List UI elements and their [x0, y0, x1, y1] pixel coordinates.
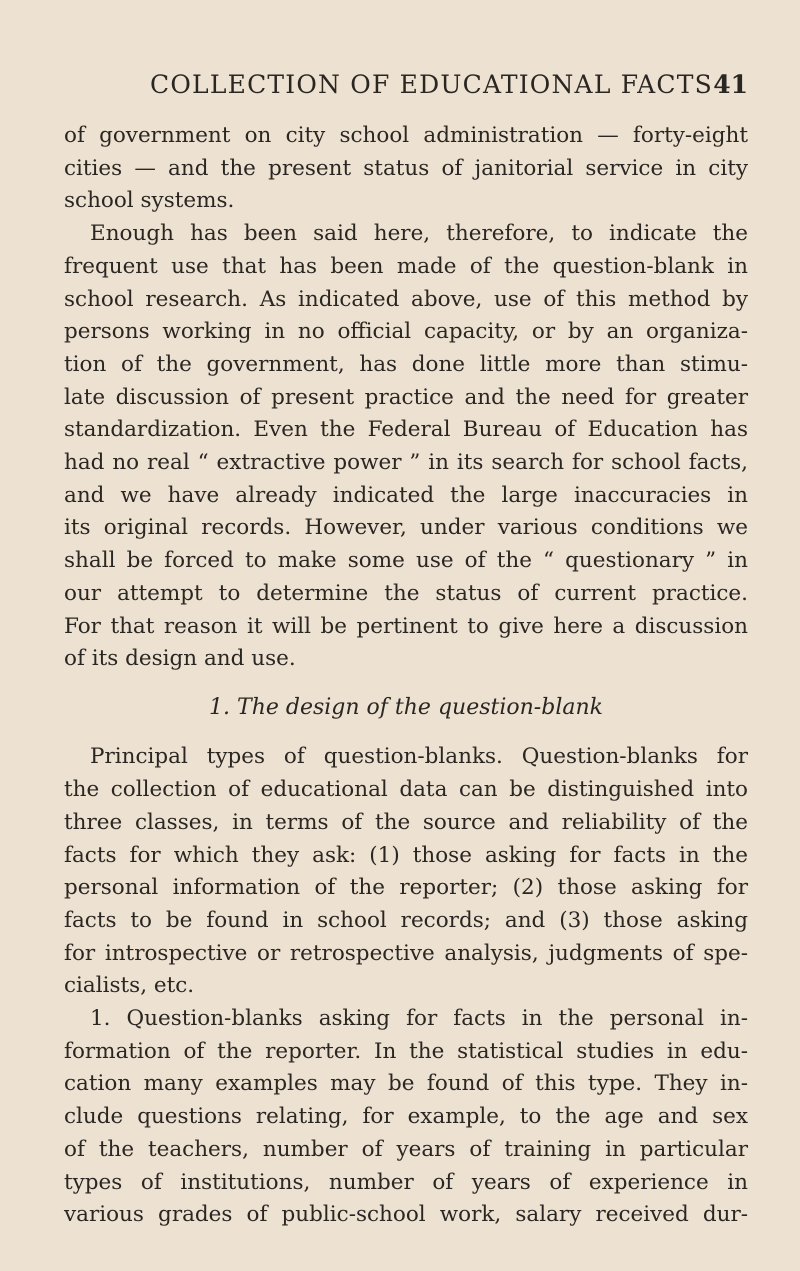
text-line: school research. As indicated above, use of this method by: [64, 286, 748, 312]
text-line: clude questions relating, for example, to the age and sex: [64, 1104, 748, 1130]
running-title: COLLECTION OF EDUCATIONAL FACTS: [150, 70, 713, 99]
text-line: its original records. However, under various conditions we: [64, 515, 748, 541]
text-line: facts for which they ask: (1) those asking for facts in the: [64, 842, 748, 868]
text-line: personal information of the reporter; (2) those asking for: [64, 875, 748, 901]
text-line: school systems.: [64, 188, 235, 214]
text-line: cation many examples may be found of this type. They in-: [64, 1071, 748, 1097]
text-line: Enough has been said here, therefore, to indicate the: [90, 221, 748, 247]
text-line: types of institutions, number of years of experience in: [64, 1169, 748, 1195]
text-line: Principal types of question-blanks. Question-blanks for: [90, 744, 748, 770]
text-line: cialists, etc.: [64, 973, 195, 999]
page-number: 41: [713, 70, 748, 99]
text-line: our attempt to determine the status of current practice.: [64, 580, 748, 606]
text-line: the collection of educational data can be distinguished into: [64, 777, 748, 803]
text-line: three classes, in terms of the source and reliability of the: [64, 809, 748, 835]
text-line: standardization. Even the Federal Bureau of Education has: [64, 417, 748, 443]
text-line: for introspective or retrospective analysis, judgments of spe-: [64, 940, 748, 966]
text-line: of government on city school administration — forty-eight: [64, 123, 748, 148]
text-line: and we have already indicated the large inaccuracies in: [64, 482, 748, 508]
text-line: For that reason it will be pertinent to give here a discussion: [64, 613, 748, 639]
text-line: of its design and use.: [64, 646, 296, 672]
text-line: cities — and the present status of janitorial service in city: [64, 155, 748, 181]
text-line: frequent use that has been made of the question-blank in: [64, 253, 748, 279]
section-heading: 1. The design of the question-blank: [209, 695, 603, 721]
text-line: 1. Question-blanks asking for facts in the personal in-: [90, 1006, 748, 1032]
running-head: [64, 70, 748, 110]
text-line: tion of the government, has done little more than stimu-: [64, 351, 748, 377]
text-line: shall be forced to make some use of the “ questionary ” in: [64, 548, 748, 574]
text-line: facts to be found in school records; and (3) those asking: [64, 907, 748, 933]
text-line: various grades of public-school work, salary received dur-: [64, 1202, 748, 1228]
text-line: had no real “ extractive power ” in its search for school facts,: [64, 450, 748, 476]
text-line: of the teachers, number of years of training in particular: [64, 1136, 748, 1162]
text-line: formation of the reporter. In the statistical studies in edu-: [64, 1038, 748, 1064]
text-line: persons working in no official capacity, or by an organiza-: [64, 319, 748, 345]
text-line: late discussion of present practice and the need for greater: [64, 384, 748, 410]
